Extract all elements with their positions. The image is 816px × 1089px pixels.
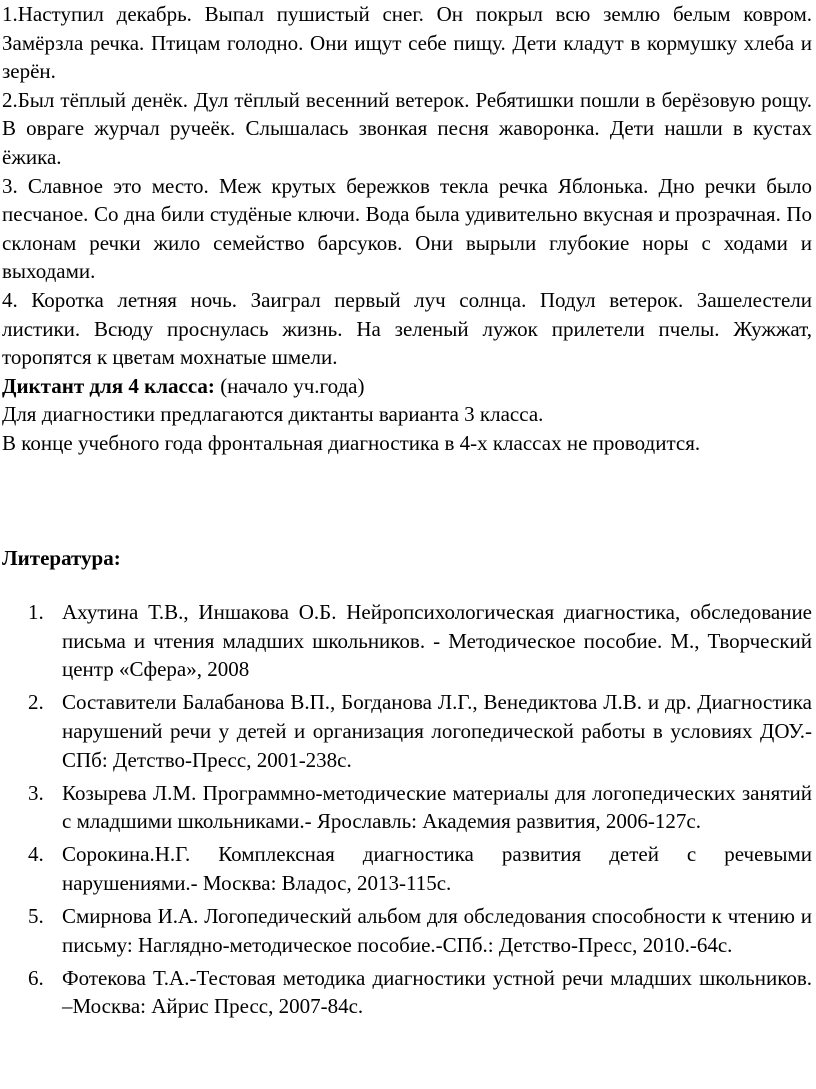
literature-item	[2, 779, 812, 836]
dictation-text-1: 1.Наступил декабрь. Выпал пушистый снег. Он покрыл всю землю белым ковром. Замёрзла речка. Птицам голодно. Они ищут себе пищу. Дети кладут в кормушку хлеба и зерён.	[2, 2, 812, 84]
grade4-line-1: Для диагностики предлагаются диктанты варианта 3 класса.	[2, 402, 544, 427]
dictation-text-4: 4. Коротка летняя ночь. Заиграл первый луч солнца. Подул ветерок. Зашелестели листики. Всюду проснулась жизнь. На зеленый лужок прилетели пчелы. Жужжат, торопятся к цветам мохнатые шмели.	[2, 287, 812, 370]
literature-item-number: 1.	[28, 600, 44, 625]
literature-item	[2, 688, 812, 774]
grade4-heading-note: (начало уч.года)	[214, 373, 365, 398]
literature-item-text: Смирнова И.А. Логопедический альбом для обследования способности к чтению и письму: Наглядно-методическое пособие.-СПб.: Детство-Пресс, 2010.-64с.	[62, 904, 812, 957]
literature-item-text: Ахутина Т.В., Иншакова О.Б. Нейропсихологическая диагностика, обследование письма и чтения младших школьников. - Методическое пособие. М., Творческий центр «Сфера», 2008	[62, 600, 812, 682]
literature-item-number: 3.	[28, 780, 44, 805]
literature-item-number: 4.	[28, 842, 44, 867]
literature-item-text: Фотекова Т.А.-Тестовая методика диагностики устной речи младших школьников. –Москва: Айрис Пресс, 2007-84с.	[62, 965, 812, 1019]
literature-item-text: Сорокина.Н.Г. Комплексная диагностика развития детей с речевыми нарушениями.- Москва: Владос, 2013-115с.	[62, 842, 812, 895]
grade4-heading-line	[2, 372, 812, 401]
literature-heading: Литература:	[2, 545, 121, 570]
literature-item	[2, 598, 812, 684]
dictation-text-2: 2.Был тёплый денёк. Дул тёплый весенний ветерок. Ребятишки пошли в берёзовую рощу. В овраге журчал ручеёк. Слышалась звонкая песня жаворонка. Дети нашли в кустах ёжика.	[2, 87, 812, 169]
literature-item-text: Козырева Л.М. Программно-методические материалы для логопедических занятий с младшими школьниками.- Ярославль: Академия развития, 2006-127с.	[62, 780, 812, 834]
literature-item-number: 2.	[28, 690, 44, 715]
grade4-line-2: В конце учебного года фронтальная диагностика в 4-х классах не проводится.	[2, 430, 701, 455]
literature-item-number: 6.	[28, 965, 44, 990]
literature-item	[2, 902, 812, 959]
literature-item	[2, 964, 812, 1021]
dictation-text-3: 3. Славное это место. Меж крутых бережков текла речка Яблонька. Дно речки было песчаное. Со дна били студёные ключи. Вода была удивительно вкусная и прозрачная. По склонам речки жило семейство барсуков. Они вырыли глубокие норы с ходами и выходами.	[2, 173, 812, 284]
literature-list	[2, 598, 812, 1021]
literature-item	[2, 840, 812, 897]
literature-item-number: 5.	[28, 904, 44, 929]
grade4-heading: Диктант для 4 класса:	[2, 373, 215, 398]
section-spacer	[2, 458, 812, 544]
literature-item-text: Составители Балабанова В.П., Богданова Л.Г., Венедиктова Л.В. и др. Диагностика нарушений речи у детей и организация логопедической работы в условиях ДОУ.- СПб: Детство-Пресс, 2001-238с.	[62, 690, 812, 772]
